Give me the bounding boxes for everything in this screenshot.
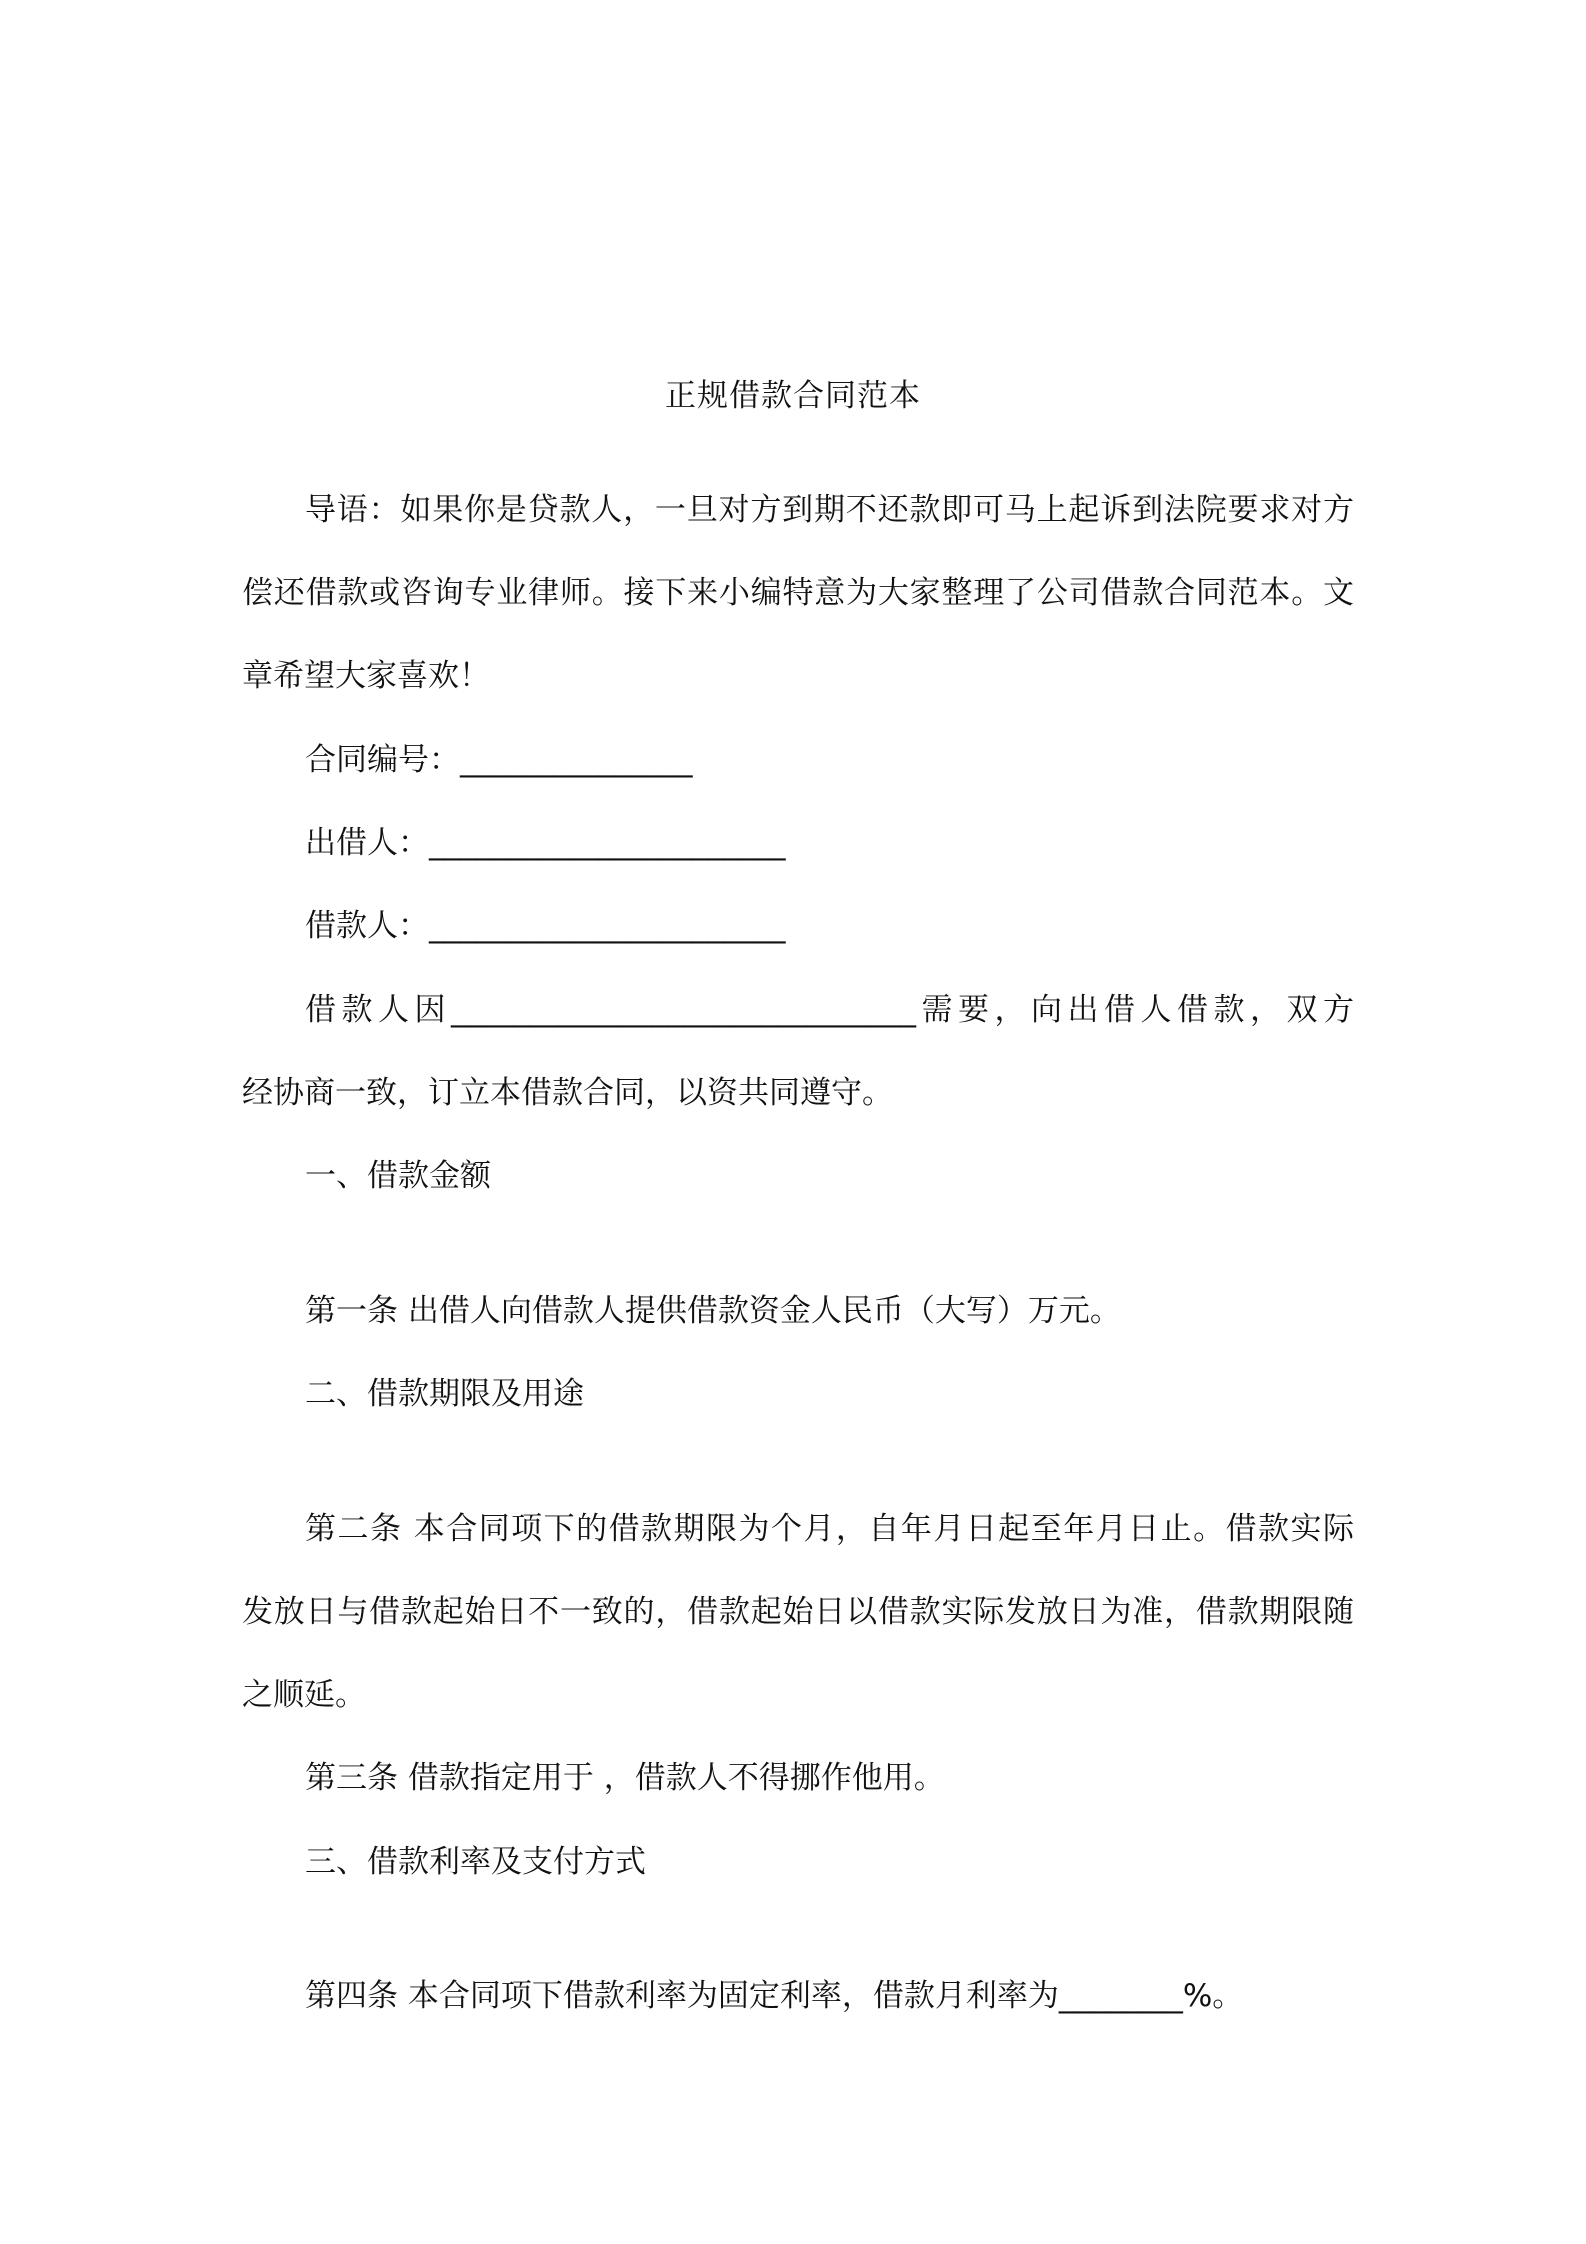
intro-line-3: 章希望大家喜欢！: [242, 658, 490, 694]
borrower-field: 借款人：_______________________: [305, 908, 786, 944]
article-2-line-1: 第二条 本合同项下的借款期限为个月，自年月日起至年月日止。借款实际: [305, 1511, 1354, 1547]
preamble-line-1: 借款人因______________________________需要，向出借人借款，双方: [305, 992, 1354, 1028]
article-4: 第四条 本合同项下借款利率为固定利率，借款月利率为________%。: [305, 1978, 1244, 2014]
document-title: 正规借款合同范本: [665, 378, 921, 414]
article-2-line-2: 发放日与借款起始日不一致的，借款起始日以借款实际发放日为准，借款期限随: [242, 1594, 1354, 1630]
lender-field: 出借人：_______________________: [305, 825, 786, 861]
article-2-line-3: 之顺延。: [242, 1677, 366, 1713]
preamble-line-2: 经协商一致，订立本借款合同，以资共同遵守。: [242, 1075, 893, 1111]
section-3-heading: 三、借款利率及支付方式: [305, 1844, 646, 1880]
article-3: 第三条 借款指定用于 ，借款人不得挪作他用。: [305, 1760, 945, 1796]
intro-line-2: 偿还借款或咨询专业律师。接下来小编特意为大家整理了公司借款合同范本。文: [242, 575, 1354, 611]
contract-number-field: 合同编号：_______________: [305, 742, 693, 778]
intro-line-1: 导语：如果你是贷款人，一旦对方到期不还款即可马上起诉到法院要求对方: [305, 492, 1354, 528]
section-1-heading: 一、借款金额: [305, 1158, 491, 1194]
article-1: 第一条 出借人向借款人提供借款资金人民币（大写）万元。: [305, 1293, 1121, 1329]
section-2-heading: 二、借款期限及用途: [305, 1376, 584, 1412]
